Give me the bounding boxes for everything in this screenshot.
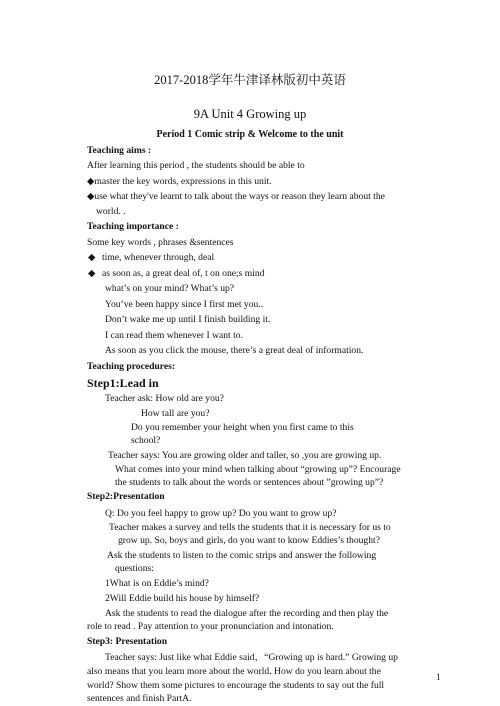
period-title: Period 1 Comic strip & Welcome to the unit [156, 129, 344, 140]
procedure-text: questions: [115, 563, 154, 574]
procedure-text: Q: Do you feel happy to grow up? Do you want to grow up? [105, 508, 337, 519]
procedure-text: Teacher ask: How old are you? [105, 393, 224, 404]
step2-heading: Step2:Presentation [87, 491, 165, 502]
aims-item-continuation: world. . [96, 206, 126, 217]
question-item: 2Will Eddie build his house by himself? [105, 593, 260, 604]
aims-intro: After learning this period , the students should be able to [87, 160, 305, 171]
procedure-text: role to read . Pay attention to your pronunciation and intonation. [87, 621, 334, 632]
procedure-text: Teacher makes a survey and tells the students that it is necessary for us to [109, 522, 391, 533]
procedure-text: Ask the students to listen to the comic strips and answer the following [107, 550, 377, 561]
aims-item-text: master the key words, expressions in this unit. [94, 176, 272, 187]
procedure-text: How tall are you? [141, 408, 210, 419]
key-sentence: what’s on your mind? What’s up? [105, 283, 235, 294]
procedure-text: Teacher says: Just like what Eddie said，“Growing up is hard.” Growing up [105, 652, 398, 663]
procedure-text: world? Show them some pictures to encourage the students to say out the full [87, 680, 385, 691]
aims-item-text: use what they've learnt to talk about the ways or reason they learn about the [94, 191, 385, 202]
question-item: 1What is on Eddie’s mind? [105, 578, 209, 589]
importance-item [88, 268, 265, 280]
procedure-text: Do you remember your height when you first came to this [131, 422, 354, 433]
diamond-bullet-icon: ◆ [88, 268, 96, 279]
procedure-text: school? [131, 435, 161, 446]
procedure-text: grow up. So, boys and girls, do you want to know Eddies’s thought? [118, 535, 380, 546]
unit-title: 9A Unit 4 Growing up [193, 107, 307, 121]
diamond-bullet-icon: ◆ [87, 176, 95, 187]
importance-intro: Some key words , phrases &sentences [87, 237, 234, 248]
importance-heading: Teaching importance : [87, 221, 179, 232]
page-number: 1 [436, 672, 441, 682]
key-sentence: As soon as you click the mouse, there’s a great deal of information. [105, 345, 364, 356]
aims-item [87, 191, 385, 203]
diamond-bullet-icon: ◆ [88, 252, 96, 263]
procedure-text: the students to talk about the words or sentences about ”growing up”? [115, 477, 384, 488]
aims-heading: Teaching aims : [87, 145, 152, 156]
key-sentence: You’ve been happy since I first met you.. [105, 299, 264, 310]
importance-item-text: as soon as, a great deal of, t on one;s mind [102, 268, 265, 279]
key-sentence: I can read them whenever I want to. [105, 330, 243, 341]
procedure-text: sentences and finish PartA. [87, 693, 192, 704]
key-sentence: Don’t wake me up until I finish building it. [105, 314, 271, 325]
procedure-text: Teacher says: You are growing older and taller, so ,you are growing up. [108, 450, 382, 461]
importance-item-text: time, whenever through, deal [102, 252, 215, 263]
aims-item [87, 176, 272, 188]
procedure-text: What comes into your mind when talking about “growing up”? Encourage [115, 464, 401, 475]
procedures-heading: Teaching procedures: [87, 361, 176, 372]
procedure-text: also means that you learn more about the world. How do you learn about the [87, 666, 381, 677]
diamond-bullet-icon: ◆ [87, 191, 95, 202]
step3-heading: Step3: Presentation [87, 636, 168, 647]
step1-heading: Step1:Lead in [87, 376, 159, 390]
procedure-text: Ask the students to read the dialogue after the recording and then play the [105, 608, 389, 619]
document-title: 2017-2018学年牛津译林版初中英语 [154, 73, 346, 87]
importance-item [88, 252, 214, 264]
